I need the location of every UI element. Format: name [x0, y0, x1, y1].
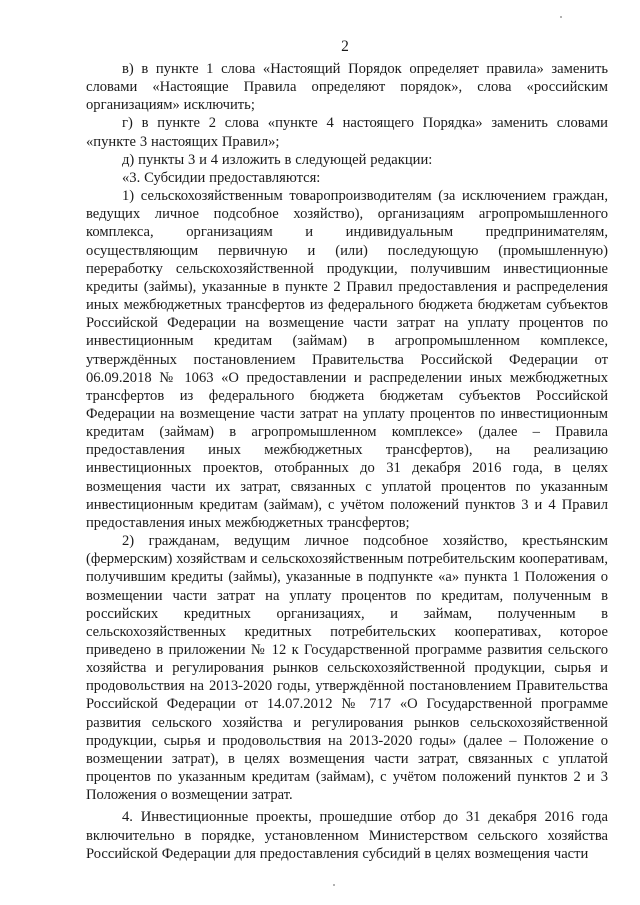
scan-speck: [333, 884, 335, 886]
paragraph-subitem-g: г) в пункте 2 слова «пункте 4 настоящего Порядка» заменить словами «пункте 3 настоящих Правил»;: [86, 115, 608, 150]
paragraph-subitem-v: в) в пункте 1 слова «Настоящий Порядок определяет правила» заменить словами «Настоящие Правила определяют порядок», слова «российским организациям» исключить;: [86, 61, 608, 114]
paragraph-item-3-subitem-1: 1) сельскохозяйственным товаропроизводителям (за исключением граждан, ведущих личное подсобное хозяйство), организациям агропромышленного комплекса, организациям и индивидуальным предпринимателям, осуществляющим первичную и (или) последующую (промышленную) переработку сельскохозяйственной продукции, получившим инвестиционные кредиты (займы), указанные в пункте 2 Правил предоставления и распределения иных межбюджетных трансфертов из федерального бюджета бюджетам субъектов Российской Федерации на возмещение части затрат на уплату процентов по инвестиционным кредитам (займам) в агропромышленном комплексе, утверждённых постановлением Правительства Российской Федерации от 06.09.2018 № 1063 «О предоставлении и распределении иных межбюджетных трансфертов из федерального бюджета бюджетам субъектов Российской Федерации на возмещение части затрат на уплату процентов по инвестиционным кредитам (займам) в агропромышленном комплексе» (далее – Правила предоставления иных межбюджетных трансфертов), на реализацию инвестиционных проектов, отобранных до 31 декабря 2016 года, в целях возмещения части их затрат, связанных с уплатой процентов по указанным инвестиционным кредитам (займам), с учётом положений пунктов 3 и 4 Правил предоставления иных межбюджетных трансфертов;: [86, 188, 608, 531]
paragraph-item-3-heading: «3. Субсидии предоставляются:: [122, 169, 321, 186]
paragraph-subitem-d: д) пункты 3 и 4 изложить в следующей редакции:: [122, 151, 433, 168]
scan-speck: [560, 16, 562, 18]
document-body: [86, 60, 608, 863]
paragraph-item-3-subitem-2: 2) гражданам, ведущим личное подсобное хозяйство, крестьянским (фермерским) хозяйствам и сельскохозяйственным потребительским кооперативам, получившим кредиты (займы), указанные в подпункте «а» пункта 1 Положения о возмещении части затрат на уплату процентов по кредитам, полученным в российских кредитных организациях, и займам, полученным в сельскохозяйственных кредитных потребительских кооперативах, которое приведено в приложении № 12 к Государственной программе развития сельского хозяйства и регулирования рынков сельскохозяйственной продукции, сырья и продовольствия на 2013-2020 годы, утверждённой постановлением Правительства Российской Федерации от 14.07.2012 № 717 «О Государственной программе развития сельского хозяйства и регулирования рынков сельскохозяйственной продукции, сырья и продовольствия на 2013-2020 годы» (далее – Положение о возмещении затрат), в целях возмещения части затрат, связанных с уплатой процентов по указанным кредитам (займам), с учётом положений пунктов 2 и 3 Положения о возмещении затрат.: [86, 533, 608, 804]
page-number: 2: [341, 38, 349, 55]
paragraph-item-4: 4. Инвестиционные проекты, прошедшие отбор до 31 декабря 2016 года включительно в порядке, установленном Министерством сельского хозяйства Российской Федерации для предоставления субсидий в целях возмещения части: [86, 809, 608, 862]
